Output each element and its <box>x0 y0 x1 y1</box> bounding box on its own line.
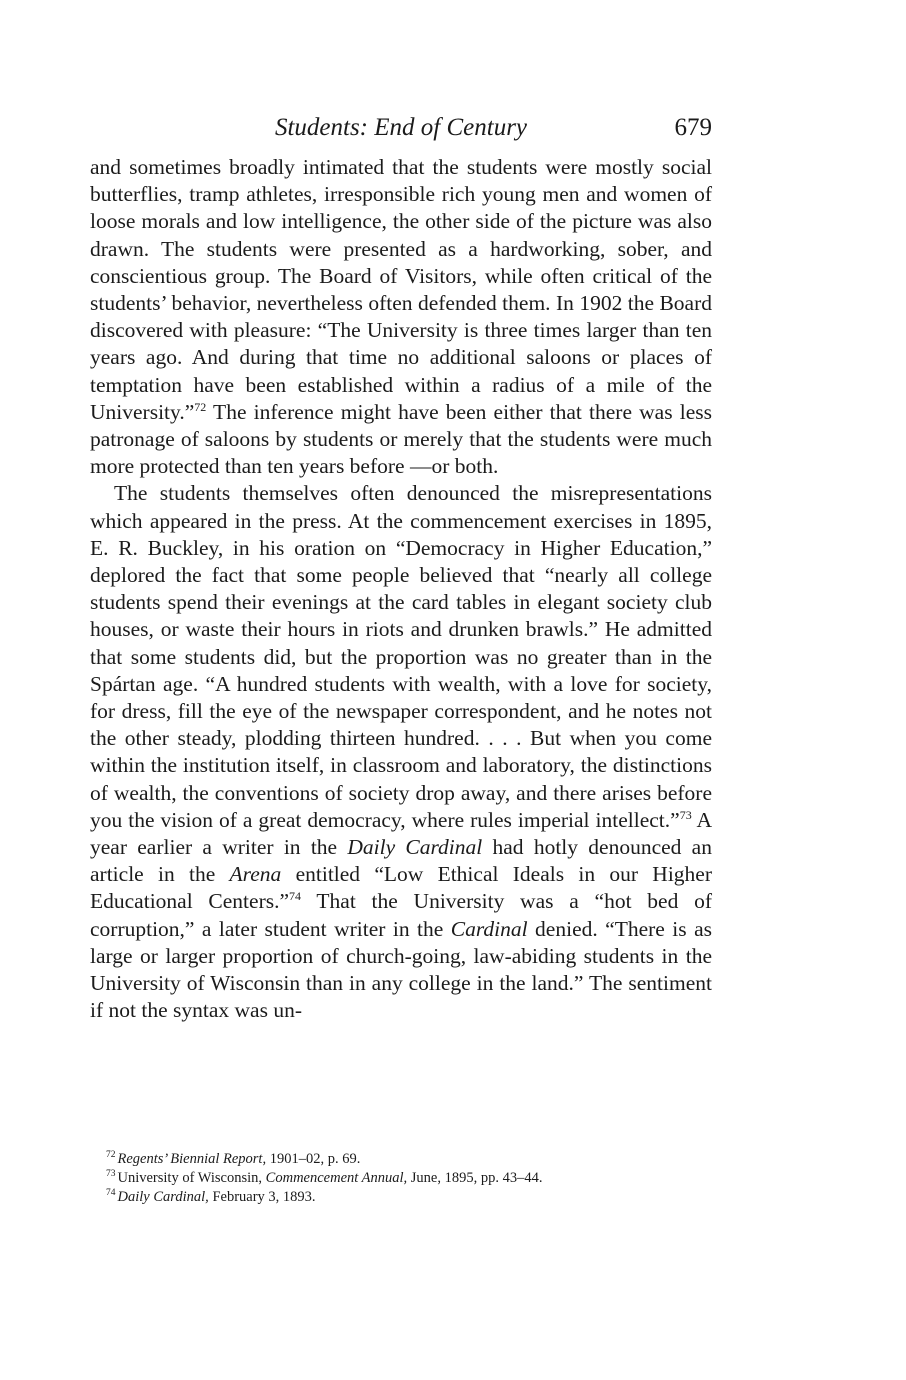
paragraph-2 <box>90 480 712 1024</box>
title-daily-cardinal: Daily Cardinal <box>347 835 483 860</box>
footnote-ref-74: 74 <box>289 889 302 904</box>
page-header <box>90 112 712 144</box>
footnote-72 <box>106 1150 706 1169</box>
title-cardinal: Cardinal <box>450 916 528 941</box>
paragraph-2-text-e: That the University was a “hot bed of corruption,” a later student writer in the <box>90 889 712 941</box>
paragraph-1-text-a: and sometimes broadly intimated that the students were mostly social butterflies, tramp athletes, irresponsible rich young men and women of loose morals and low intelligence, the other side of the picture was also drawn. The students were presented as a hardworking, sober, and conscientious group. The Board of Visitors, while often critical of the students’ behavior, nevertheless often defended them. In 1902 the Board discovered with pleasure: “The University is three times larger than ten years ago. And during that time no additional saloons or places of temptation have been established within a radius of a mile of the University.” <box>90 155 712 424</box>
title-arena: Arena <box>229 862 282 887</box>
body-text <box>90 154 712 1025</box>
paragraph-2-text-a: The students themselves often denounced the misrepresentations which appeared in the press. At the commencement exercises in 1895, E. R. Buckley, in his oration on “Democracy in Higher Education,” deplored the fact that some people believed that “nearly all college students spend their evenings at the card tables in elegant society club houses, or waste their hours in riots and drunken brawls.” He admitted that some students did, but the proportion was no greater than in the Spártan age. “A hundred students with wealth, with a love for society, for dress, fill the eye of the newspaper correspondent, and he notes not the other steady, plodding thirteen hundred. . . . But when you come within the institution itself, in classroom and laboratory, the distinctions of wealth, the conventions of society drop away, and there arises before you the vision of a great democracy, where rules imperial intellect.” <box>90 481 712 832</box>
footnote-73 <box>106 1169 706 1188</box>
footnote-prefix: University of Wisconsin, <box>117 1170 266 1186</box>
footnote-source: Daily Cardinal, <box>117 1189 209 1205</box>
paragraph-1 <box>90 154 712 480</box>
paragraph-2-text-d: entitled “Low Ethical Ideals in our Higher Educational Centers.” <box>90 862 712 914</box>
footnote-number: 72 <box>106 1150 116 1161</box>
paragraph-2-text-c: had hotly denounced an article in the <box>90 835 712 887</box>
footnote-number: 74 <box>106 1188 116 1199</box>
footnote-detail: February 3, 1893. <box>208 1189 316 1205</box>
page-number: 679 <box>674 114 712 141</box>
footnote-number: 73 <box>106 1169 116 1180</box>
footnote-source: Commencement Annual, <box>265 1170 408 1186</box>
footnote-detail: 1901–02, p. 69. <box>266 1151 361 1167</box>
paragraph-1-text-b: The inference might have been either that there was less patronage of saloons by students or merely that the students were much more protected than ten years before —or both. <box>90 399 712 479</box>
footnote-ref-72: 72 <box>194 399 207 414</box>
footnote-ref-73: 73 <box>679 807 692 822</box>
footnote-source: Regents’ Biennial Report, <box>117 1151 267 1167</box>
footnotes <box>106 1150 706 1207</box>
footnote-detail: June, 1895, pp. 43–44. <box>407 1170 543 1186</box>
paragraph-2-text-b: A year earlier a writer in the <box>90 807 713 860</box>
running-head: Students: End of Century <box>274 114 528 141</box>
paragraph-2-text-f: denied. “There is as large or larger proportion of church-going, law-abiding students in the University of Wisconsin than in any college in the land.” The sentiment if not the syntax was un- <box>90 916 712 1023</box>
footnote-74 <box>106 1188 706 1207</box>
